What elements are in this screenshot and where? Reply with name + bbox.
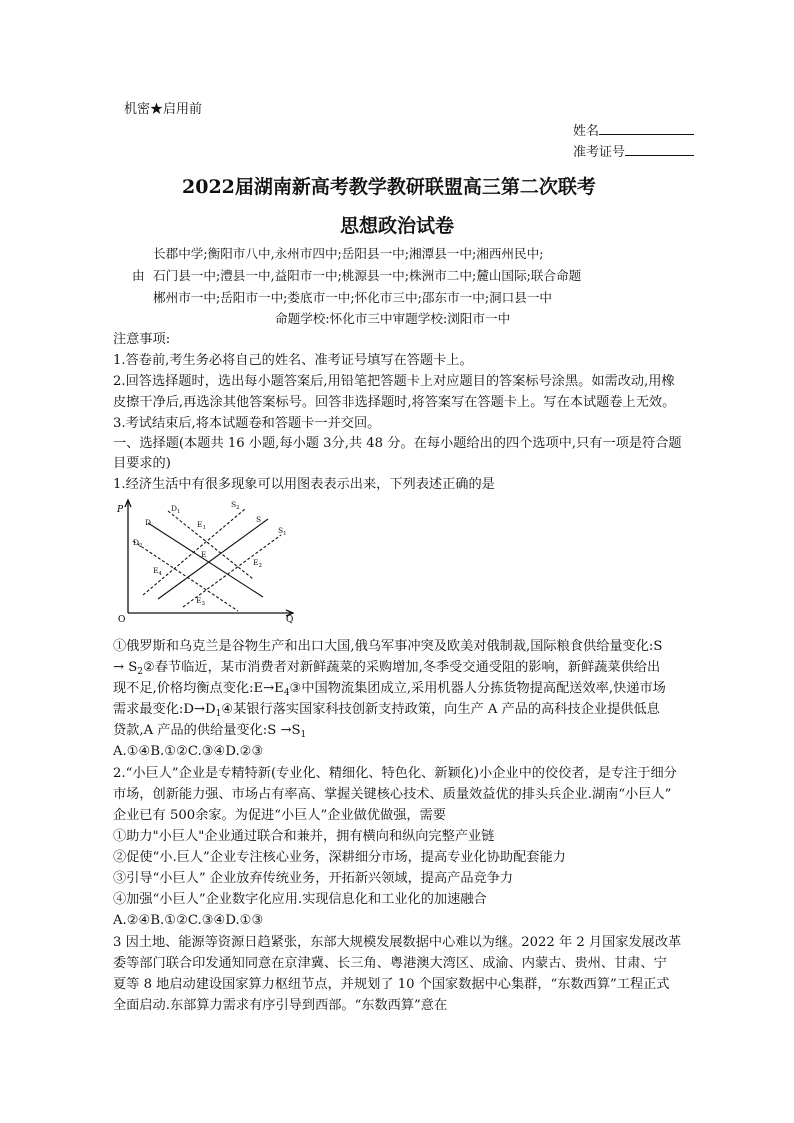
point-label-e2: $E_2$ <box>253 558 262 569</box>
q1-line-1: ①俄罗斯和乌克兰是谷物生产和出口大国,俄乌军事冲突及欧美对俄制裁,国际粮食供给量变化:S <box>113 639 663 654</box>
curve-label-s1: $S_1$ <box>278 526 287 537</box>
exam-subject: 思想政治试卷 <box>340 215 455 237</box>
curve-d <box>148 523 263 597</box>
notice-item-3: 3.考试结束后,将本试题卷和答题卡一并交回。 <box>113 416 381 431</box>
notice-heading: 注意事项: <box>113 332 171 347</box>
supply-demand-chart <box>113 495 298 625</box>
point-label-e3: $E_3$ <box>196 596 205 607</box>
curve-label-d2: $D_2$ <box>133 538 143 549</box>
q2-line-2: 市场，创新能力强、市场占有率高、掌握关键核心技术、质量效益优的排头兵企业.湖南“小巨人” <box>113 787 672 802</box>
origin-label: O <box>118 615 126 625</box>
q2-option-1: ①助力"小巨人"企业通过联合和兼并，拥有横向和纵向完整产业链 <box>113 829 495 844</box>
ticket-blank[interactable] <box>625 141 694 156</box>
q1-line-4: 需求最变化$:D\to D_1④$某银行落实国家科技创新支持政策，向生产 A 产品的高科技企业提供低息 <box>113 702 660 719</box>
section-heading-2: 目要求的) <box>113 456 171 471</box>
point-label-e4: $E_4$ <box>153 566 162 577</box>
q3-line-1: 3 因土地、能源等资源日趋紧张，东部大规模发展数据中心难以为继。2022 年 2 月国家发展改革 <box>113 935 682 950</box>
curve-d2 <box>133 541 238 611</box>
confidential-label: 机密★启用前 <box>124 102 203 117</box>
schools-line-1: 长郡中学;衡阳市八中,永州市四中;岳阳县一中;湘潭县一中;湘西州民中; <box>153 246 544 261</box>
q2-option-3: ③引导“小巨人” 企业放弃传统业务，开拓新兴领域，提高产品竞争力 <box>113 871 514 886</box>
notice-item-2b: 皮擦干净后,再选涂其他答案标号。回答非选择题时,将答案写在答题卡上。写在本试题卷上无效。 <box>113 395 676 410</box>
q2-line-3: 企业已有 500余家。为促进“小巨人”企业做优做强，需要 <box>113 808 446 823</box>
q2-option-2: ②促使“小.巨人”企业专注核心业务，深耕细分市场，提高专业化协助配套能力 <box>113 850 566 865</box>
schools-line-3: 郴州市一中;岳阳市一中;娄底市一中;怀化市三中;邵东市一中;洞口县一中 <box>153 290 553 305</box>
ticket-label: 准考证号 <box>573 145 626 160</box>
ticket-field[interactable] <box>573 141 694 160</box>
q1-options: A.①④B.①②C.③④D.②③ <box>113 744 264 759</box>
notice-item-1: 1.答卷前,考生务必将自己的姓名、准考证号填写在答题卡上。 <box>113 353 473 368</box>
schools-prefix: 由 <box>132 268 145 283</box>
x-axis-label: Q <box>286 615 294 625</box>
point-label-e: E <box>201 550 207 559</box>
curve-s2 <box>143 509 245 595</box>
name-blank[interactable] <box>599 120 694 135</box>
point-label-e1: $E_1$ <box>197 520 206 531</box>
curve-d1 <box>168 511 253 579</box>
q2-line-1: 2.“小巨人”企业是专精特新(专业化、精细化、特色化、新颖化)小企业中的佼佼者，是专注于细分 <box>113 766 677 781</box>
exam-title: 2022届湖南新高考教学教研联盟高三第二次联考 <box>182 176 596 198</box>
q2-option-4: ④加强“小巨人”企业数字化应用.实现信息化和工业化的加速融合 <box>113 892 487 907</box>
schools-line-4: 命题学校:怀化市三中审题学校:浏阳市一中 <box>275 311 511 326</box>
q2-options: A.②④B.①②C.③④D.①③ <box>113 913 264 928</box>
q1-line-2: → $S_2②$春节临近，某市消费者对新鲜蔬菜的采购增加,冬季受交通受阻的影响，新鲜蔬菜供给出 <box>113 660 661 677</box>
notice-item-2a: 2.回答选择题时，选出每小题答案后,用铅笔把答题卡上对应题目的答案标号涂黑。如需改动,用橡 <box>113 374 675 389</box>
schools-line-2: 石门县一中;澧县一中,益阳市一中;桃源县一中;株洲市二中;麓山国际;联合命题 <box>153 268 582 283</box>
curve-label-s2: $S_2$ <box>231 500 240 511</box>
q3-line-3: 夏等 8 地启动建设国家算力枢纽节点，并规划了 10 个国家数据中心集群，“东数西算”工程正式 <box>113 977 670 992</box>
q1-line-5: 贷款,A 产品的供给量变化:S $\to S_1$ <box>113 723 307 740</box>
q3-line-4: 全面启动.东部算力需求有序引导到西部。“东数西算”意在 <box>113 998 448 1013</box>
curve-label-d1: $D_1$ <box>171 504 181 515</box>
q1-line-3: 现不足,价格均衡点变化$:E\to E_4③$中国物流集团成立,采用机器人分拣货物提高配送效率,快递市场 <box>113 681 666 698</box>
q3-line-2: 委等部门联合印发通知同意在京津冀、长三角、粤港澳大湾区、成渝、内蒙古、贵州、甘肃、宁 <box>113 956 667 971</box>
curve-label-d: D <box>145 518 152 527</box>
name-label: 姓名 <box>573 124 600 139</box>
name-field[interactable] <box>573 120 694 139</box>
curve-label-s: S <box>256 515 262 524</box>
q1-stem: 1.经济生活中有很多现象可以用图表表示出来，下列表述正确的是 <box>113 477 495 492</box>
section-heading-1: 一、选择题(本题共 16 小题,每小题 3分,共 48 分。在每小题给出的四个选项中,只有一项是符合题 <box>113 436 682 451</box>
y-axis-label: P <box>117 505 124 515</box>
curve-s <box>158 519 268 599</box>
